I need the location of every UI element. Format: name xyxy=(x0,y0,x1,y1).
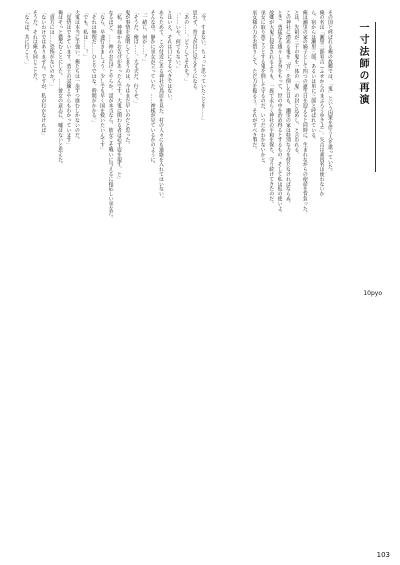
paragraph: 鬼が事情を説明してしまうのは、今はまだ早いのだと思った。 xyxy=(124,10,131,148)
paragraph: 故郷が大鬼に侵食されるよりも、一族で永らく神社の平和を保ち、守り続けてきたのだ。 xyxy=(268,10,275,206)
paragraph: 「一緒に、何か……？」 xyxy=(141,10,148,64)
paragraph: 「ないわけではありません。ですが、私が行かなければ」 xyxy=(40,10,47,138)
paragraph: 「あの……、どうしてそれを？」 xyxy=(183,10,190,84)
paragraph: 「私、神様からお告げがあったんです。大鬼に関わる者は必ず姿を現す、と」 xyxy=(115,10,122,182)
paragraph: 「……いや、何でもない。」 xyxy=(174,10,181,72)
lower-column-block xyxy=(12,10,207,542)
paragraph: 「貴方には……恐怖がないのか？」 xyxy=(48,10,55,89)
chapter-title: 一寸法師の再演 xyxy=(357,22,368,106)
paragraph: 大鬼は本当に手強い。俺たちは一歩ずつ進むしかないのだ。 xyxy=(73,10,80,143)
paragraph: ら、宿からは瀬里三郎、あるいは単に三郎と呼ばれている。 xyxy=(310,10,317,143)
upper-column-block xyxy=(212,10,334,290)
paragraph: とき、勇猛なる雄々しき身をもって、世の中を治め得るとするもの。そして私は仮の使いよ。 xyxy=(276,10,283,216)
paragraph: 「なら、早速行きましょう。少しでも早く国を救いたいんです」 xyxy=(99,10,106,153)
paragraph: 「それは無理だ……ひとりではな。時間がかかる。」 xyxy=(90,10,97,126)
paragraph: 「覚悟はできています。勇士の試練とやらもわかっています」 xyxy=(65,10,72,148)
paragraph: 「そうだ、俺は……。大丈夫だ、行くぞ。」 xyxy=(132,10,139,106)
paragraph: 「でも、私は……！」 xyxy=(82,10,89,59)
paragraph: 俺の名は「瀬里三郎宥吉（ふせからのまぶろうゆきよ）」。矢吉は素四名は使わないか xyxy=(318,10,325,197)
author-name: 10pyo xyxy=(363,290,382,297)
paragraph: 思わず、背丈が目に見えそうになる。 xyxy=(191,10,198,94)
paragraph: その国と呼ばれる俺の故郷では、「鬼」という因果を伴う人を遣っていた。 xyxy=(327,10,333,175)
paragraph: 巫女に取り憑こうとする鬼を倒して守るのだ、いつだかわかないかと、 xyxy=(259,10,266,167)
paragraph: とはいえ、それは口にするべきではない。 xyxy=(166,10,173,104)
paragraph: なるほど。……神のお告げとやらか。話が本当なら、彼女こそ戦いに与えるに相応しい巫女だ。 xyxy=(107,10,114,221)
paragraph: この神社に潜める鬼を「宮」を倒した目も、瀬里の家は特別な力を持たなければならぬ。 xyxy=(284,10,291,206)
paragraph: 俺はそっと微笑むことにした。……彼女の意志に、嘘はないと思えた。 xyxy=(57,10,64,167)
paragraph: とは、先祖が三千の鬼を一体の「鬼」の封じ込めし、と言われる。 xyxy=(293,10,300,157)
paragraph: 「今、すまない、ちょっと思っていたことを……」 xyxy=(200,10,206,123)
page-number: 103 xyxy=(376,551,390,559)
paragraph: 俺は瀬里の家の嫡子として四つの誕生日を迎えると同時に、生まれながらの使命を背負った。 xyxy=(301,10,308,216)
paragraph: そんな中、静かに巫女が立っていた。……神様が見ているかのように。 xyxy=(149,10,156,167)
paragraph: あらためて、この付近にある神社の鳥居を見た。村の人々にも連絡を入れてはいない。 xyxy=(157,10,164,202)
paragraph: 「ならば、共に行こう。」 xyxy=(23,10,30,67)
paragraph: そうだ、それは俺も同じことだ。 xyxy=(31,10,38,84)
paragraph: 巫女様の力をお借りして、ただ力を振るう。それがすべき事だ。 xyxy=(251,10,258,153)
title-block xyxy=(336,22,382,282)
title-rule xyxy=(375,22,376,172)
